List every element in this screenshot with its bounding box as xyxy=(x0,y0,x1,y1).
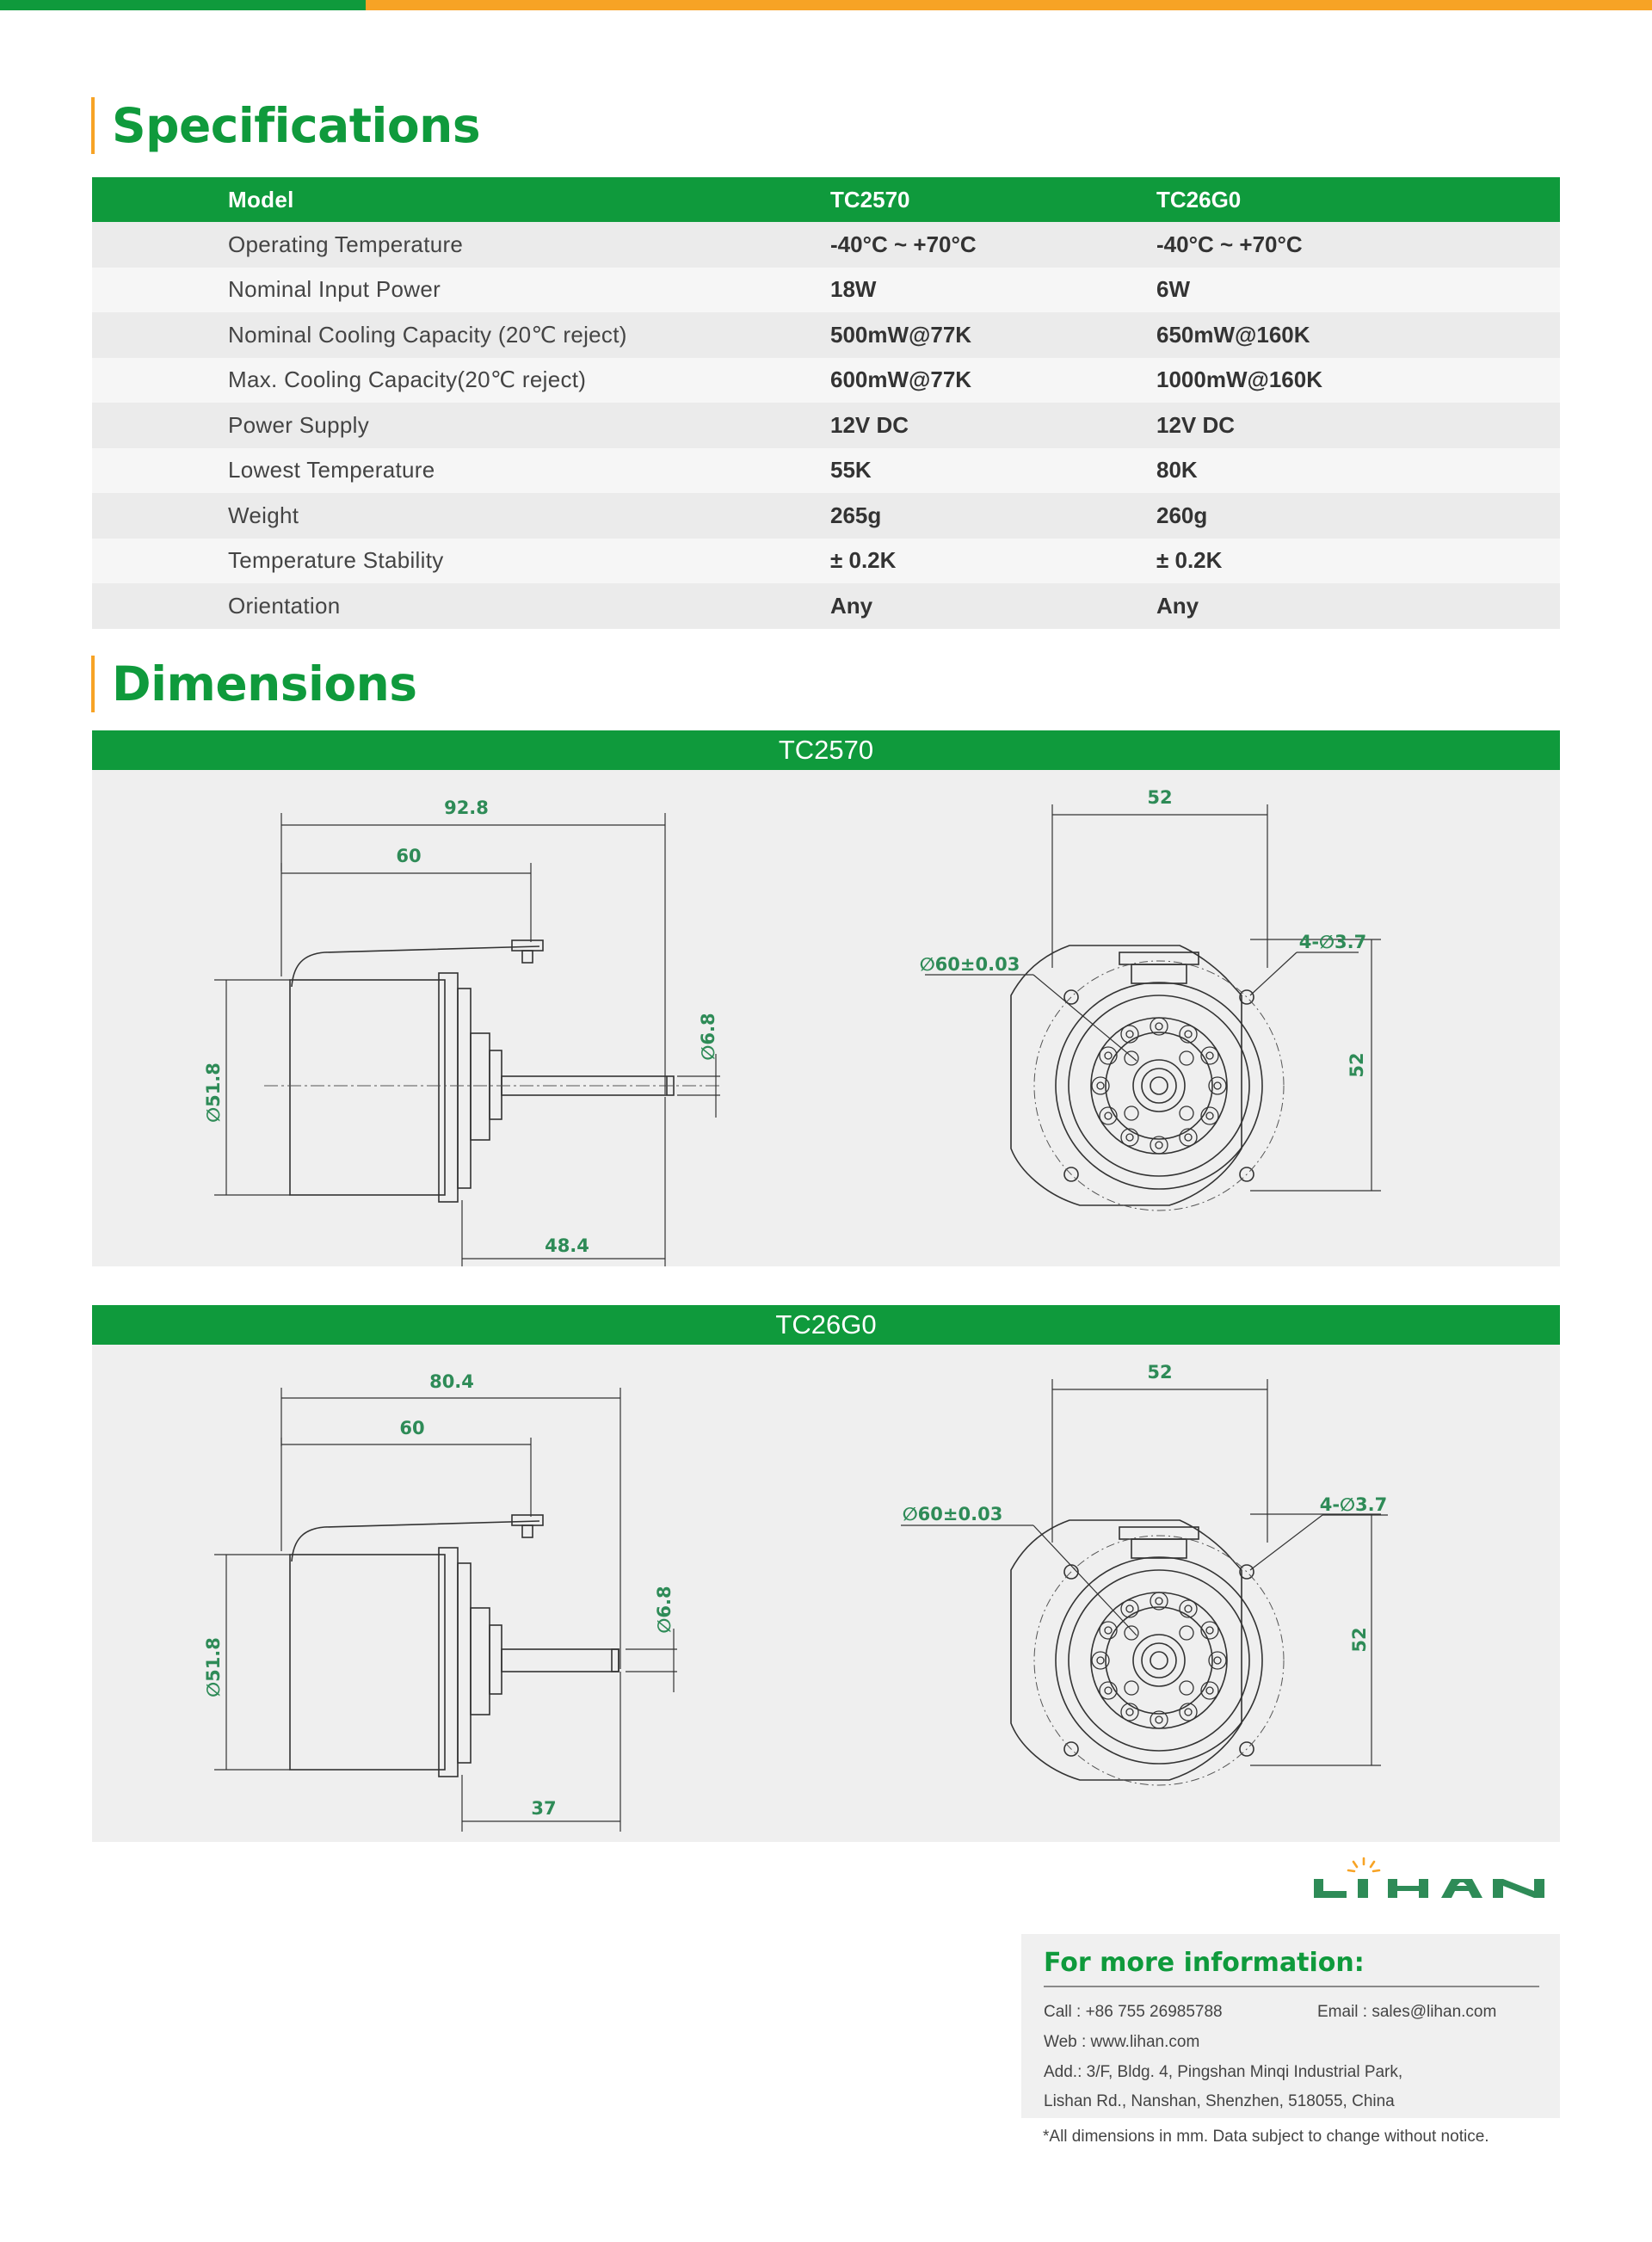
contact-web[interactable]: Web : www.lihan.com xyxy=(1044,2033,1200,2051)
bolt-circle xyxy=(1034,961,1284,1210)
dim-shaft-length: 37 xyxy=(531,1798,557,1819)
header-model-a: TC2570 xyxy=(830,186,910,212)
contact-address-line-2: Lishan Rd., Nanshan, Shenzhen, 518055, China xyxy=(1044,2092,1395,2110)
table-row xyxy=(92,539,1560,584)
row-value-a: ± 0.2K xyxy=(830,547,897,574)
row-label: Weight xyxy=(228,502,299,528)
tc26g0-panel-title: TC26G0 xyxy=(92,1305,1560,1345)
side-hub xyxy=(471,1033,490,1140)
row-value-b: 260g xyxy=(1156,502,1208,528)
row-value-a: 265g xyxy=(830,502,882,528)
side-body xyxy=(290,980,445,1195)
row-value-b: 6W xyxy=(1156,276,1190,303)
specifications-title: Specifications xyxy=(112,98,481,153)
front-body-outer xyxy=(1056,982,1262,1189)
front-valve-port xyxy=(1119,952,1199,964)
contact-address-line-1: Add.: 3/F, Bldg. 4, Pingshan Minqi Industrial Park, xyxy=(1044,2063,1403,2081)
table-row xyxy=(92,493,1560,539)
row-label: Nominal Input Power xyxy=(228,276,441,303)
dim-flange-height: 52 xyxy=(1349,1627,1370,1653)
dim-shaft-length: 48.4 xyxy=(545,1235,589,1256)
lihan-logo xyxy=(1312,1857,1560,1900)
contact-email[interactable]: Email : sales@lihan.com xyxy=(1317,2003,1497,2021)
dim-flange-width: 52 xyxy=(1147,787,1173,808)
tc2570-dimension-panel xyxy=(92,730,1560,1266)
dim-holes: 4-∅3.7 xyxy=(1319,1494,1388,1515)
dimensions-title: Dimensions xyxy=(112,656,417,711)
dim-valve-length: 60 xyxy=(396,846,422,866)
side-hub-neck xyxy=(490,1050,502,1119)
specifications-table xyxy=(92,177,1560,629)
side-flange xyxy=(439,973,458,1202)
row-label: Temperature Stability xyxy=(228,547,444,574)
dim-shaft-diameter: ∅6.8 xyxy=(654,1586,675,1634)
row-label: Power Supply xyxy=(228,411,370,438)
side-body xyxy=(290,1555,445,1770)
table-row xyxy=(92,358,1560,403)
row-value-b: 1000mW@160K xyxy=(1156,366,1323,393)
dim-bolt-circle: ∅60±0.03 xyxy=(902,1504,1003,1524)
contact-info-box xyxy=(1021,1934,1560,2118)
table-row xyxy=(92,448,1560,494)
row-value-b: -40°C ~ +70°C xyxy=(1156,231,1303,257)
row-value-a: 12V DC xyxy=(830,411,909,438)
heading-accent-bar xyxy=(91,97,95,154)
logo-wordmark xyxy=(1314,1879,1544,1898)
row-label: Lowest Temperature xyxy=(228,457,435,484)
row-value-b: 12V DC xyxy=(1156,411,1236,438)
table-row xyxy=(92,312,1560,358)
top-bar-green xyxy=(0,0,366,10)
contact-phone: Call : +86 755 26985788 xyxy=(1044,2003,1223,2021)
dim-flange-height: 52 xyxy=(1347,1052,1367,1078)
row-value-a: 55K xyxy=(830,457,872,484)
row-value-a: Any xyxy=(830,592,873,619)
dim-bolt-circle: ∅60±0.03 xyxy=(919,954,1020,975)
table-header-row xyxy=(92,177,1560,222)
footnote: *All dimensions in mm. Data subject to change without notice. xyxy=(1043,2128,1489,2146)
top-color-bar xyxy=(0,0,1652,10)
row-value-a: 500mW@77K xyxy=(830,321,972,348)
row-label: Orientation xyxy=(228,592,341,619)
table-row xyxy=(92,222,1560,268)
dimensions-heading xyxy=(91,656,417,712)
row-label: Max. Cooling Capacity(20℃ reject) xyxy=(228,366,587,393)
row-value-a: 18W xyxy=(830,276,877,303)
table-row xyxy=(92,403,1560,448)
dim-body-diameter: ∅51.8 xyxy=(203,1637,224,1697)
row-value-a: -40°C ~ +70°C xyxy=(830,231,977,257)
tc2570-panel-title: TC2570 xyxy=(92,730,1560,770)
side-shaft xyxy=(502,1649,619,1672)
heading-accent-bar xyxy=(91,656,95,712)
row-value-b: Any xyxy=(1156,592,1199,619)
side-valve-tube xyxy=(292,946,539,987)
table-row xyxy=(92,268,1560,313)
row-value-a: 600mW@77K xyxy=(830,366,972,393)
sun-rays-icon xyxy=(1348,1858,1379,1871)
table-row xyxy=(92,583,1560,629)
side-valve-tube xyxy=(292,1521,539,1561)
row-label: Operating Temperature xyxy=(228,231,464,257)
header-model: Model xyxy=(228,186,294,212)
header-model-b: TC26G0 xyxy=(1156,186,1242,212)
contact-title: For more information: xyxy=(1044,1948,1365,1978)
dim-flange-width: 52 xyxy=(1147,1362,1173,1383)
dim-valve-length: 60 xyxy=(399,1418,425,1438)
row-value-b: 80K xyxy=(1156,457,1198,484)
top-bar-orange xyxy=(366,0,1652,10)
specifications-heading xyxy=(91,97,480,154)
dim-holes: 4-∅3.7 xyxy=(1298,932,1367,952)
tc2570-drawing xyxy=(92,770,1560,1266)
row-value-b: 650mW@160K xyxy=(1156,321,1310,348)
dim-overall-length: 92.8 xyxy=(444,798,489,818)
row-value-b: ± 0.2K xyxy=(1156,547,1223,574)
tc26g0-dimension-panel xyxy=(92,1305,1560,1842)
side-flange-ring xyxy=(458,989,471,1188)
contact-divider xyxy=(1044,1986,1539,1987)
front-flange xyxy=(1011,1520,1242,1780)
tc26g0-drawing xyxy=(92,1345,1560,1842)
row-label: Nominal Cooling Capacity (20℃ reject) xyxy=(228,321,627,348)
dim-overall-length: 80.4 xyxy=(429,1371,474,1392)
dim-body-diameter: ∅51.8 xyxy=(203,1062,224,1123)
dim-shaft-diameter: ∅6.8 xyxy=(698,1013,718,1061)
